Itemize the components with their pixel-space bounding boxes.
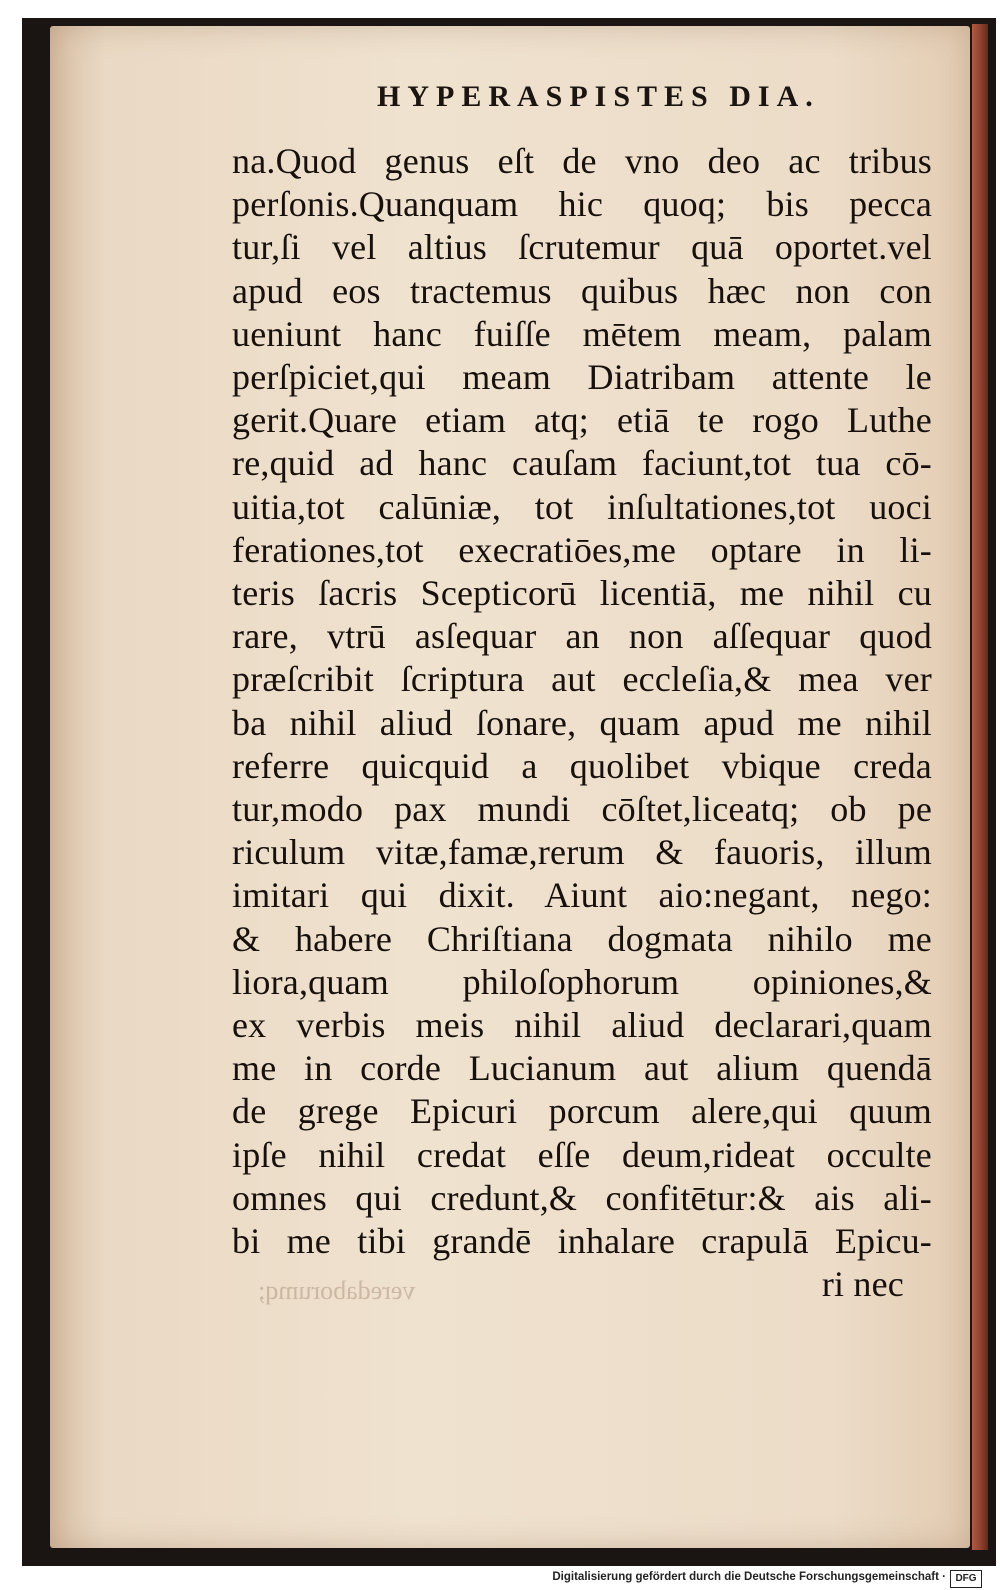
text-line: ferationes,tot execratiōes,me optare in li- — [232, 529, 932, 570]
text-line: me in corde Lucianum aut alium quendā — [232, 1048, 932, 1089]
text-line: omnes qui credunt,& confitētur:& ais ali- — [232, 1177, 932, 1218]
catchword-line: ri nec — [821, 1264, 904, 1305]
text-line: ex verbis meis nihil aliud declarari,quam — [232, 1005, 932, 1046]
text-line: de grege Epicuri porcum alere,qui quum — [232, 1091, 932, 1132]
text-line: re,quid ad hanc cauſam faciunt,tot tua cō- — [232, 443, 932, 484]
text-line: bi me tibi grandē inhalare crapulā Epicu- — [232, 1221, 932, 1262]
text-line: tur,ſi vel altius ſcrutemur quā oportet.vel — [232, 227, 932, 268]
text-line: teris ſacris Scepticorū licentiā, me nihil cu — [232, 573, 932, 614]
text-line: riculum vitæ,famæ,rerum & fauoris, illum — [232, 832, 932, 873]
dfg-logo: DFG — [950, 1570, 982, 1588]
text-line: & habere Chriſtiana dogmata nihilo me — [232, 918, 932, 959]
text-line: apud eos tractemus quibus hæc non con — [232, 270, 932, 311]
text-line: imitari qui dixit. Aiunt aio:negant, nego: — [232, 875, 932, 916]
text-line: perſonis.Quanquam hic quoq; bis pecca — [232, 184, 932, 225]
text-line: liora,quam philoſophorum opiniones,& — [232, 961, 932, 1002]
text-line: na.Quod genus eſt de vno deo ac tribus — [232, 141, 932, 181]
book-page-edge — [972, 24, 988, 1550]
page-text — [232, 140, 932, 1306]
digitization-footer — [0, 1568, 1000, 1590]
funding-credit: Digitalisierung gefördert durch die Deutsche Forschungsgemeinschaft · — [552, 1571, 946, 1583]
text-line: tur,modo pax mundi cōſtet,liceatq; ob pe — [232, 789, 932, 830]
text-line: ipſe nihil credat eſſe deum,rideat occulte — [232, 1134, 932, 1175]
text-line: rare, vtrū asſequar an non aſſequar quod — [232, 616, 932, 657]
bleed-through-text: veredaborumq; — [258, 1276, 416, 1305]
text-line: perſpiciet,qui meam Diatribam attente le — [232, 357, 932, 398]
text-line: referre quicquid a quolibet vbique creda — [232, 745, 932, 786]
text-line: ba nihil aliud ſonare, quam apud me nihil — [232, 702, 932, 743]
text-line: præſcribit ſcriptura aut eccleſia,& mea ver — [232, 659, 932, 700]
text-line: uitia,tot calūniæ, tot inſultationes,tot uoci — [232, 486, 932, 527]
running-head: HYPERASPISTES DIA. — [377, 80, 820, 113]
text-line: gerit.Quare etiam atq; etiā te rogo Luthe — [232, 400, 932, 441]
text-line: ueniunt hanc fuiſſe mētem meam, palam — [232, 313, 932, 354]
